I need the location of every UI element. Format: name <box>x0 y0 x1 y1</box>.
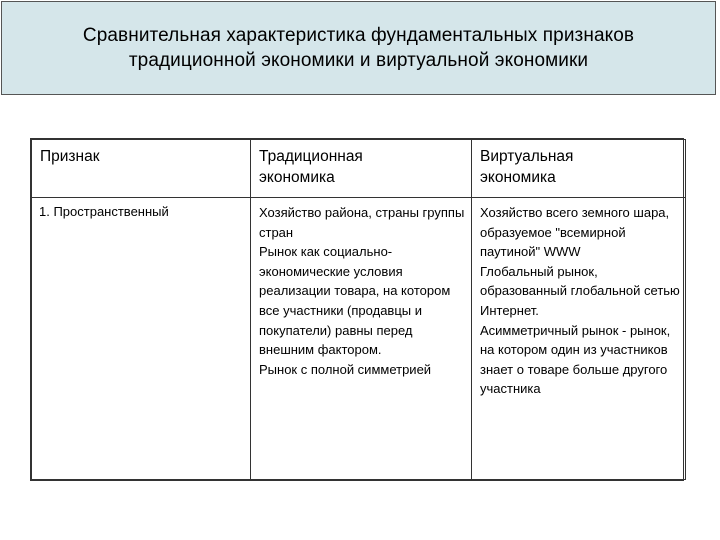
traditional-para-1: Хозяйство района, страны группы стран <box>259 205 465 240</box>
header-feature <box>32 140 251 198</box>
feature-label: 1. Пространственный <box>39 204 169 219</box>
title-line-2: традиционной экономики и виртуальной экономики <box>128 50 589 71</box>
comparison-table-grid <box>31 139 686 480</box>
title-banner <box>1 1 716 95</box>
traditional-para-3: Рынок с полной симметрией <box>259 361 432 377</box>
comparison-table <box>30 138 684 481</box>
traditional-para-2: Рынок как социально-экономические условия реализации товара, на котором все участники (продавцы и покупатели) равны перед внешним фактором. <box>259 244 451 358</box>
header-traditional-line-1: Традиционная <box>259 148 363 165</box>
header-virtual-line-2: экономика <box>480 169 556 186</box>
table-row <box>32 198 686 480</box>
table-header-row <box>32 140 686 198</box>
cell-virtual <box>472 198 686 480</box>
header-traditional <box>251 140 472 198</box>
header-traditional-line-2: экономика <box>259 169 335 186</box>
cell-traditional <box>251 198 472 480</box>
cell-feature <box>32 198 251 480</box>
title-line-1: Сравнительная характеристика фундаментальных признаков <box>82 25 635 46</box>
header-virtual <box>472 140 686 198</box>
header-feature-label: Признак <box>40 148 100 165</box>
virtual-para-2: Глобальный рынок, образованный глобальной сетью Интернет. <box>480 263 680 318</box>
header-virtual-line-1: Виртуальная <box>480 148 574 165</box>
virtual-para-3: Асимметричный рынок - рынок, на котором один из участников знает о товаре больше другого участника <box>480 322 671 397</box>
virtual-para-1: Хозяйство всего земного шара, образуемое "всемирной паутиной" WWW <box>480 205 670 260</box>
